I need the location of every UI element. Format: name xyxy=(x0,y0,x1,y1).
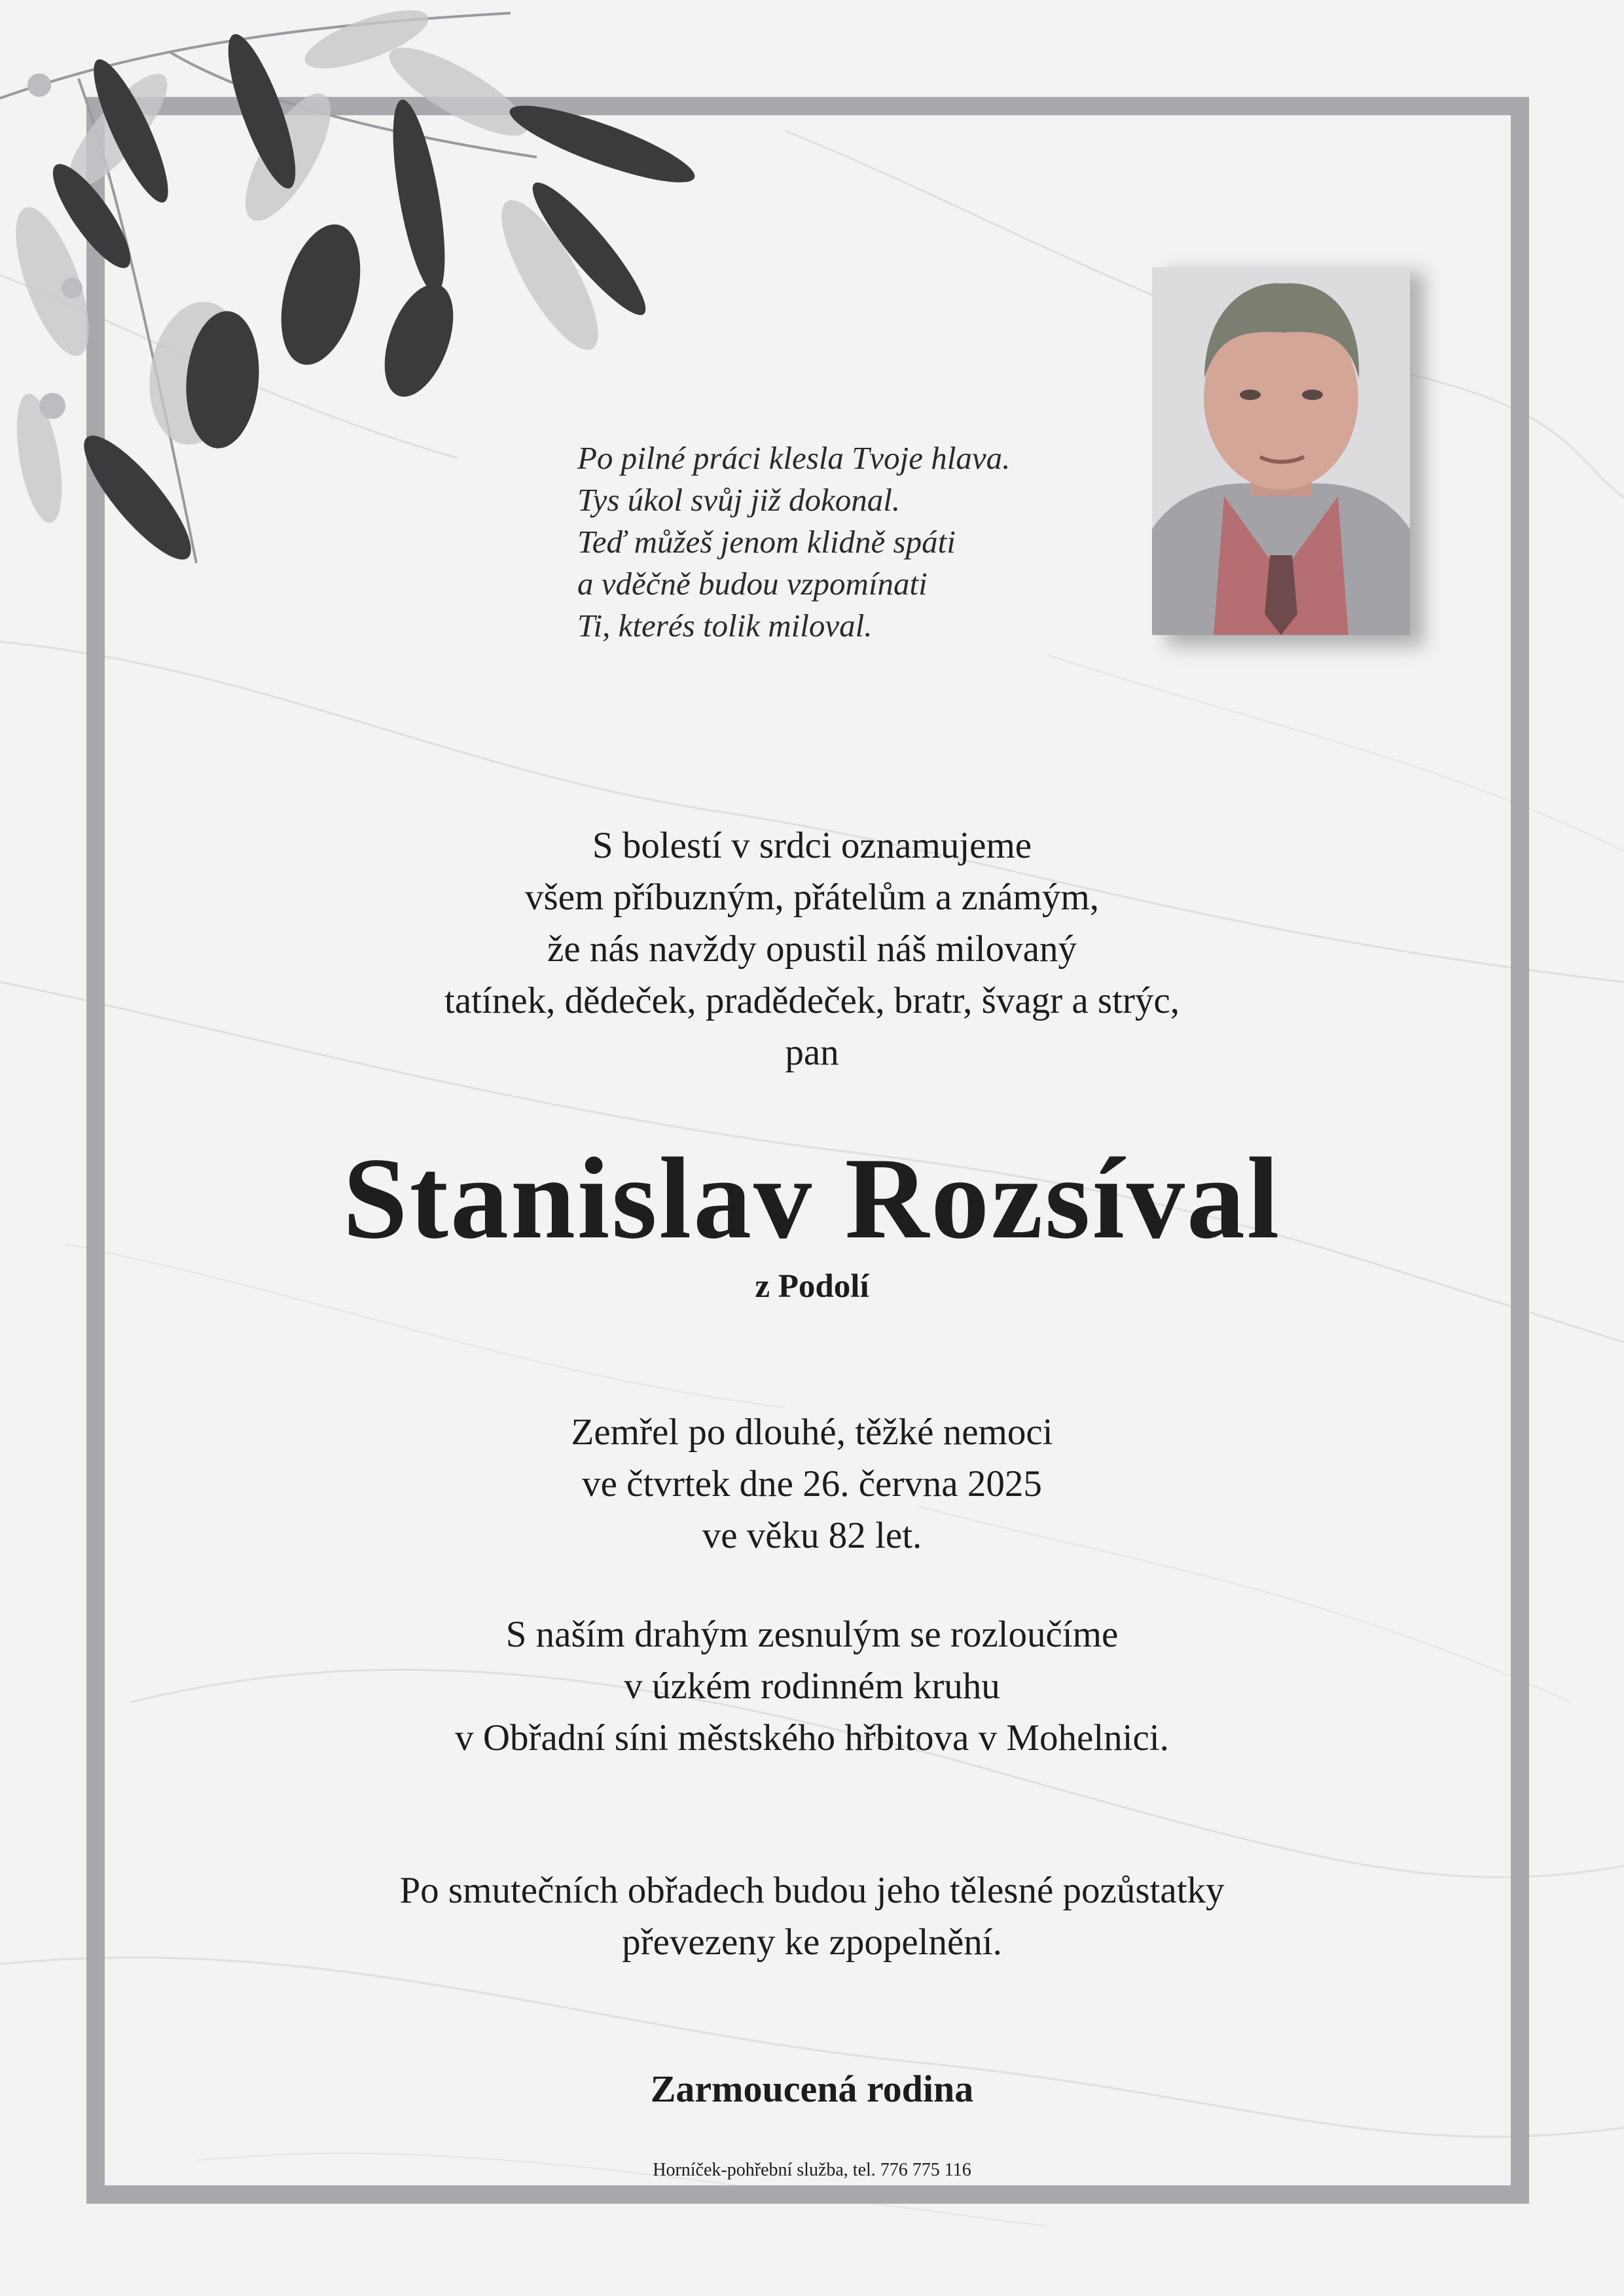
funeral-service-footer: Horníček-pohřební služba, tel. 776 775 116 xyxy=(653,2160,971,2180)
announcement-line: všem příbuzným, přátelům a známým, xyxy=(525,877,1099,918)
death-info xyxy=(0,1406,1624,1561)
poem-line: Ti, kterés tolik miloval. xyxy=(577,608,873,644)
farewell-line: S naším drahým zesnulým se rozloučíme xyxy=(505,1614,1119,1655)
poem-line: Teď můžeš jenom klidně spáti xyxy=(577,524,956,560)
announcement-line: tatínek, dědeček, pradědeček, bratr, švagr a strýc, xyxy=(444,980,1180,1021)
poem-line: Tys úkol svůj již dokonal. xyxy=(577,482,901,518)
memorial-poem xyxy=(577,437,1166,647)
deceased-name: Stanislav Rozsíval xyxy=(342,1133,1282,1263)
announcement-line: že nás navždy opustil náš milovaný xyxy=(547,928,1077,970)
portrait-illustration xyxy=(1152,267,1410,635)
deceased-origin: z Podolí xyxy=(755,1268,869,1305)
announcement-text xyxy=(0,820,1624,1078)
farewell-line: v Obřadní síni městského hřbitova v Mohelnici. xyxy=(455,1717,1169,1758)
poem-line: Po pilné práci klesla Tvoje hlava. xyxy=(577,440,1011,476)
farewell-info xyxy=(0,1609,1624,1764)
death-info-line: ve věku 82 let. xyxy=(702,1515,922,1556)
death-info-line: Zemřel po dlouhé, těžké nemoci xyxy=(571,1412,1053,1453)
remains-line: Po smutečních obřadech budou jeho tělesné pozůstatky xyxy=(399,1870,1225,1911)
farewell-line: v úzkém rodinném kruhu xyxy=(624,1666,1000,1707)
remains-line: převezeny ke zpopelnění. xyxy=(622,1922,1002,1963)
poem-line: a vděčně budou vzpomínati xyxy=(577,566,928,602)
remains-info xyxy=(0,1865,1624,1968)
announcement-line: S bolestí v srdci oznamujeme xyxy=(592,825,1032,866)
portrait-photo xyxy=(1152,267,1410,635)
announcement-line: pan xyxy=(785,1032,839,1073)
death-info-line: ve čtvrtek dne 26. června 2025 xyxy=(582,1463,1042,1504)
family-signature: Zarmoucená rodina xyxy=(650,2068,974,2110)
